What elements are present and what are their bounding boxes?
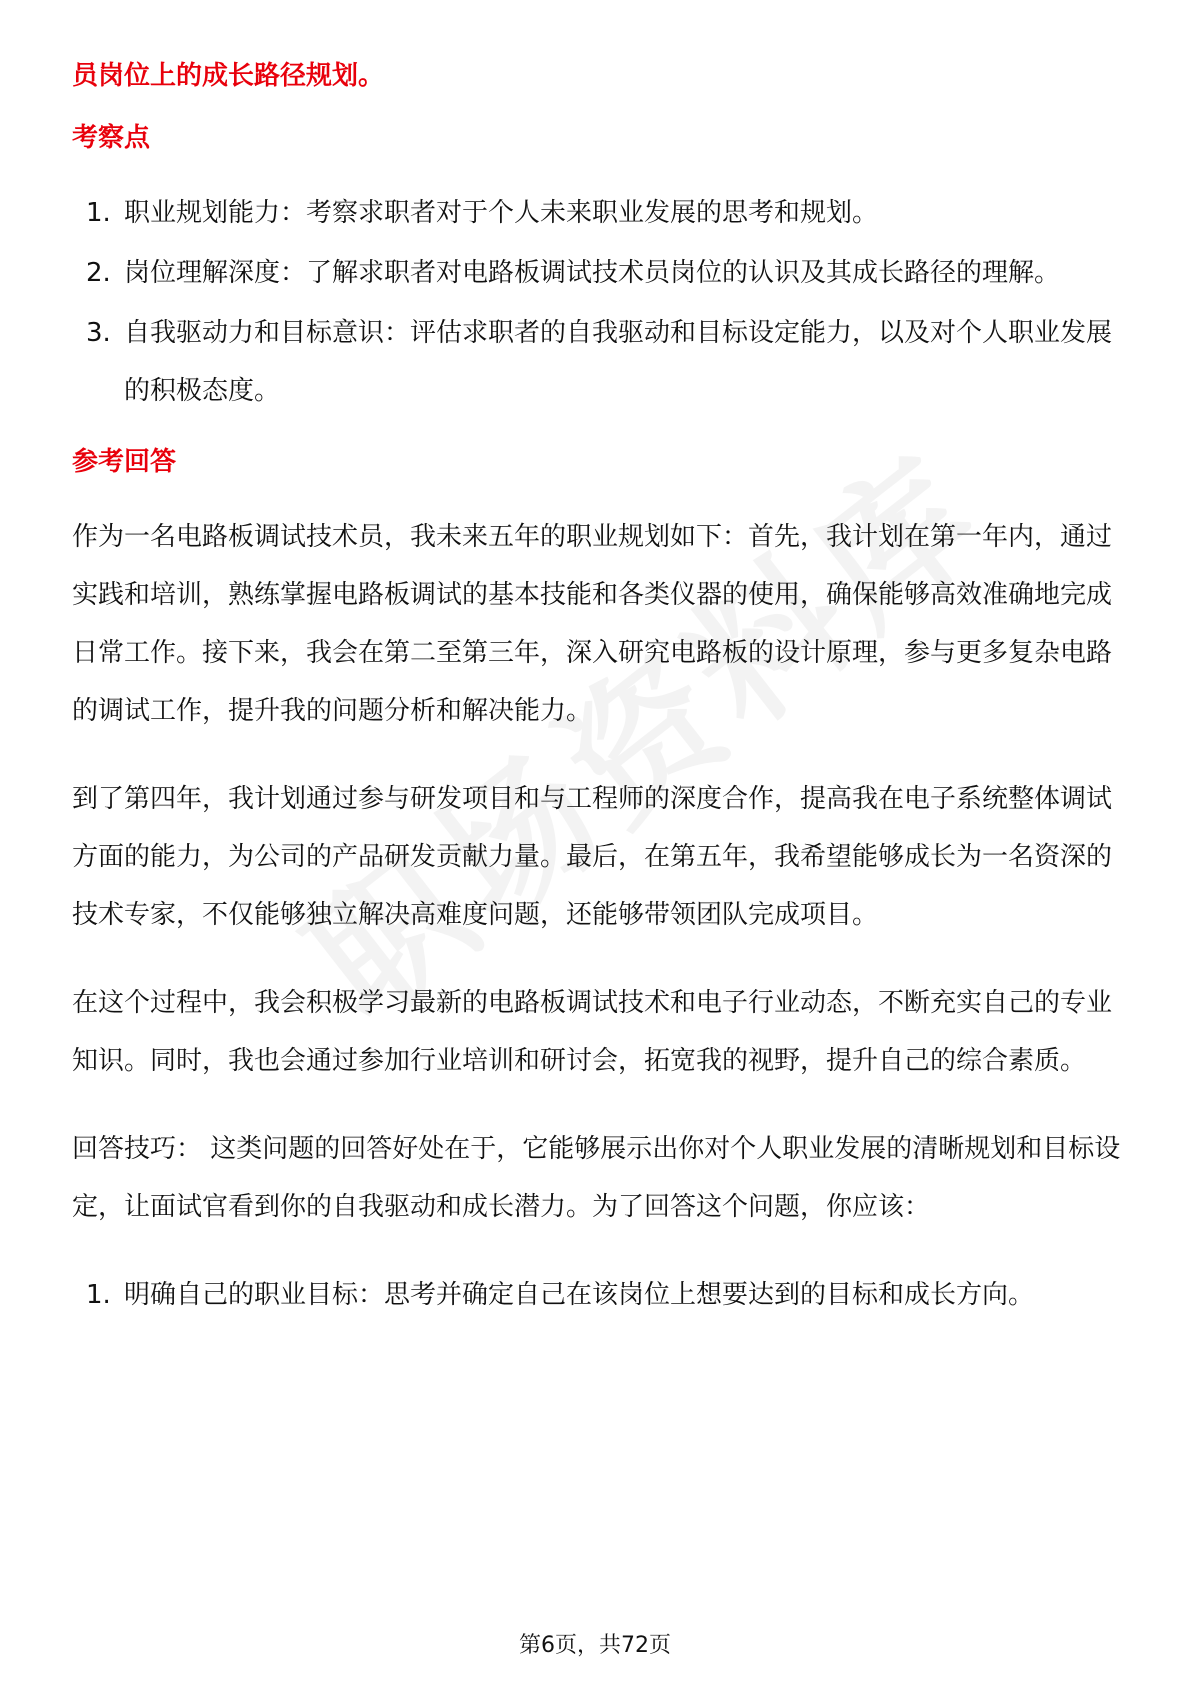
list-item-number: 1. — [86, 198, 111, 228]
list-item-number: 2. — [86, 258, 111, 288]
tips-list — [72, 1266, 1122, 1324]
list-item-number: 3. — [86, 318, 111, 348]
list-item — [72, 184, 1122, 242]
list-item-text: 明确自己的职业目标：思考并确定自己在该岗位上想要达到的目标和成长方向。 — [124, 1280, 1035, 1310]
answer-paragraph: 在这个过程中，我会积极学习最新的电路板调试技术和电子行业动态，不断充实自己的专业知识。同时，我也会通过参加行业培训和研讨会，拓宽我的视野，提升自己的综合素质。 — [72, 988, 1113, 1076]
list-item — [72, 304, 1122, 420]
answer-tips-paragraph: 回答技巧： 这类问题的回答好处在于，它能够展示出你对个人职业发展的清晰规划和目标设定，让面试官看到你的自我驱动和成长潜力。为了回答这个问题，你应该： — [72, 1134, 1121, 1222]
list-item — [72, 244, 1122, 302]
answer-title: 参考回答 — [72, 447, 177, 477]
examination-title: 考察点 — [72, 123, 151, 153]
page-footer: 第6页，共72页 — [519, 1633, 671, 1658]
page-content — [72, 52, 1122, 1342]
list-item-text: 自我驱动力和目标意识：评估求职者的自我驱动和目标设定能力，以及对个人职业发展的积极态度。 — [124, 318, 1113, 406]
examination-list — [72, 184, 1122, 420]
list-item-text: 岗位理解深度：了解求职者对电路板调试技术员岗位的认识及其成长路径的理解。 — [124, 258, 1061, 288]
intro-line: 员岗位上的成长路径规划。 — [72, 61, 385, 91]
list-item-number: 1. — [86, 1280, 111, 1310]
list-item — [72, 1266, 1122, 1324]
answer-paragraph: 到了第四年，我计划通过参与研发项目和与工程师的深度合作，提高我在电子系统整体调试方面的能力，为公司的产品研发贡献力量。最后，在第五年，我希望能够成长为一名资深的技术专家，不仅能够独立解决高难度问题，还能够带领团队完成项目。 — [72, 784, 1113, 930]
answer-paragraph: 作为一名电路板调试技术员，我未来五年的职业规划如下：首先，我计划在第一年内，通过实践和培训，熟练掌握电路板调试的基本技能和各类仪器的使用，确保能够高效准确地完成日常工作。接下来，我会在第二至第三年，深入研究电路板的设计原理，参与更多复杂电路的调试工作，提升我的问题分析和解决能力。 — [72, 522, 1113, 726]
list-item-text: 职业规划能力：考察求职者对于个人未来职业发展的思考和规划。 — [124, 198, 879, 228]
